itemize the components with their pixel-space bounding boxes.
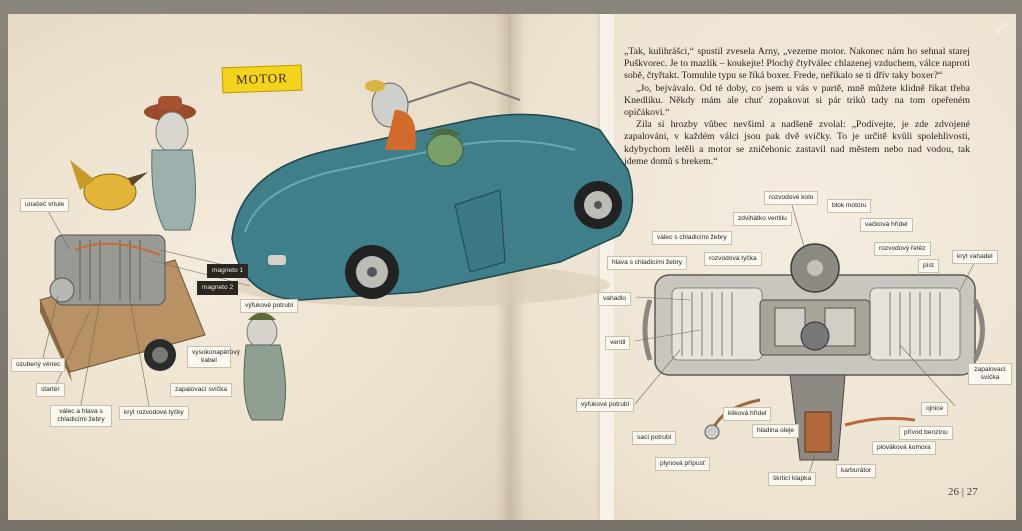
mouse-with-cap xyxy=(244,313,286,421)
label-ventil: ventil xyxy=(605,336,630,350)
label-valec-a-hlava: válec a hlava s chladicími žebry xyxy=(50,405,112,427)
label-vahadlo: vahadlo xyxy=(598,292,631,306)
label-magneto-1: magneto 1 xyxy=(207,264,248,278)
label-pist: píst xyxy=(918,259,939,273)
label-rozvodove-kolo: rozvodové kolo xyxy=(764,191,818,205)
story-paragraph: „Tak, kulihrášci,“ spustil zvesela Arny, „vezeme motor. Nakonec nám ho sehnal starej Puškvorec. Je to mazlík – koukejte! Plochý čtyřválec chlazenej vzduchem, válce naproti sobě, čtyřtakt. Tomuhle typu se říká boxer. Frede, neříkalo se ti dřív taky boxer?“ xyxy=(624,46,970,82)
story-text xyxy=(624,46,970,168)
label-zapalovaci-svicka: zapalovací svíčka xyxy=(170,383,232,397)
page-numbers: 26 | 27 xyxy=(948,486,978,498)
title-badge: MOTOR xyxy=(222,65,303,94)
label-rozvodova-tycka: rozvodová tyčka xyxy=(704,252,762,266)
label-klikova-hridel: kliková hřídel xyxy=(723,407,771,421)
yellow-bird xyxy=(70,160,148,210)
label-ozubeny-venec: ozubený věnec xyxy=(11,358,65,372)
label-hlava-s-chladicimi-zebry: hlava s chladicími žebry xyxy=(607,256,687,270)
label-unasec-vrtule: unašeč vrtule xyxy=(20,198,69,212)
label-vyfukove-potrubi: výfukové potrubí xyxy=(240,299,298,313)
story-paragraph: „Jo, bejvávalo. Od té doby, co jsem u vás v partě, mně můžete klidně říkat třeba Knedlíku. Někdy mám ale chuť zopakovat si pár triků tady na tom opeřeném opičákovi.“ xyxy=(624,82,970,119)
label-plovakova-komora: plováková komora xyxy=(872,441,936,455)
label-hladina-oleje: hladina oleje xyxy=(752,424,799,438)
mouse-with-hat xyxy=(144,96,196,230)
label-valec-s-chladicimi-zebry: válec s chladicími žebry xyxy=(652,231,732,245)
label-zapalovaci-svicka-right: zapalovací svíčka xyxy=(968,363,1012,385)
label-privod-benzinu: přívod benzínu xyxy=(899,426,953,440)
label-ojnice: ojnice xyxy=(921,402,948,416)
label-kryt-vahadel: kryt vahadel xyxy=(952,250,998,264)
label-blok-motoru: blok motoru xyxy=(827,199,871,213)
label-plynova-pripust: plynová přípusť xyxy=(655,457,710,471)
label-karburator: karburátor xyxy=(836,464,876,478)
label-zdvihatko-ventilu: zdvihátko ventilu xyxy=(733,212,792,226)
expand-arrows-icon[interactable]: ⤢ xyxy=(995,18,1007,35)
label-saci-potrubi: sací potrubí xyxy=(632,431,676,445)
label-vackova-hridel: vačková hřídel xyxy=(860,218,913,232)
car-illustration xyxy=(230,82,633,307)
label-skrtici-klapka: škrticí klapka xyxy=(768,472,816,486)
label-kryt-rozvodove-tycky: kryt rozvodové tyčky xyxy=(119,406,189,420)
label-rozvodovy-retez: rozvodový řetěz xyxy=(874,242,931,256)
label-magneto-2: magneto 2 xyxy=(197,281,238,295)
label-starter: startér xyxy=(36,383,65,397)
story-paragraph: Zila si hrozby vůbec nevšiml a nadšeně zvolal: „Podívejte, je zde zdvojené zapalování, v každém válci jsou pak dvě svíčky. To je určitě kvůli spolehlivosti, kdybychom letěli a motor se zničehonic zastavil nad městem nebo nad vodou, tak jdeme domů s brekem.“ xyxy=(624,119,970,167)
label-vyfukove-potrubi-right: výfukové potrubí xyxy=(576,398,634,412)
label-vysokonapetovy-kabel: vysokonapěťový kabel xyxy=(187,346,231,368)
